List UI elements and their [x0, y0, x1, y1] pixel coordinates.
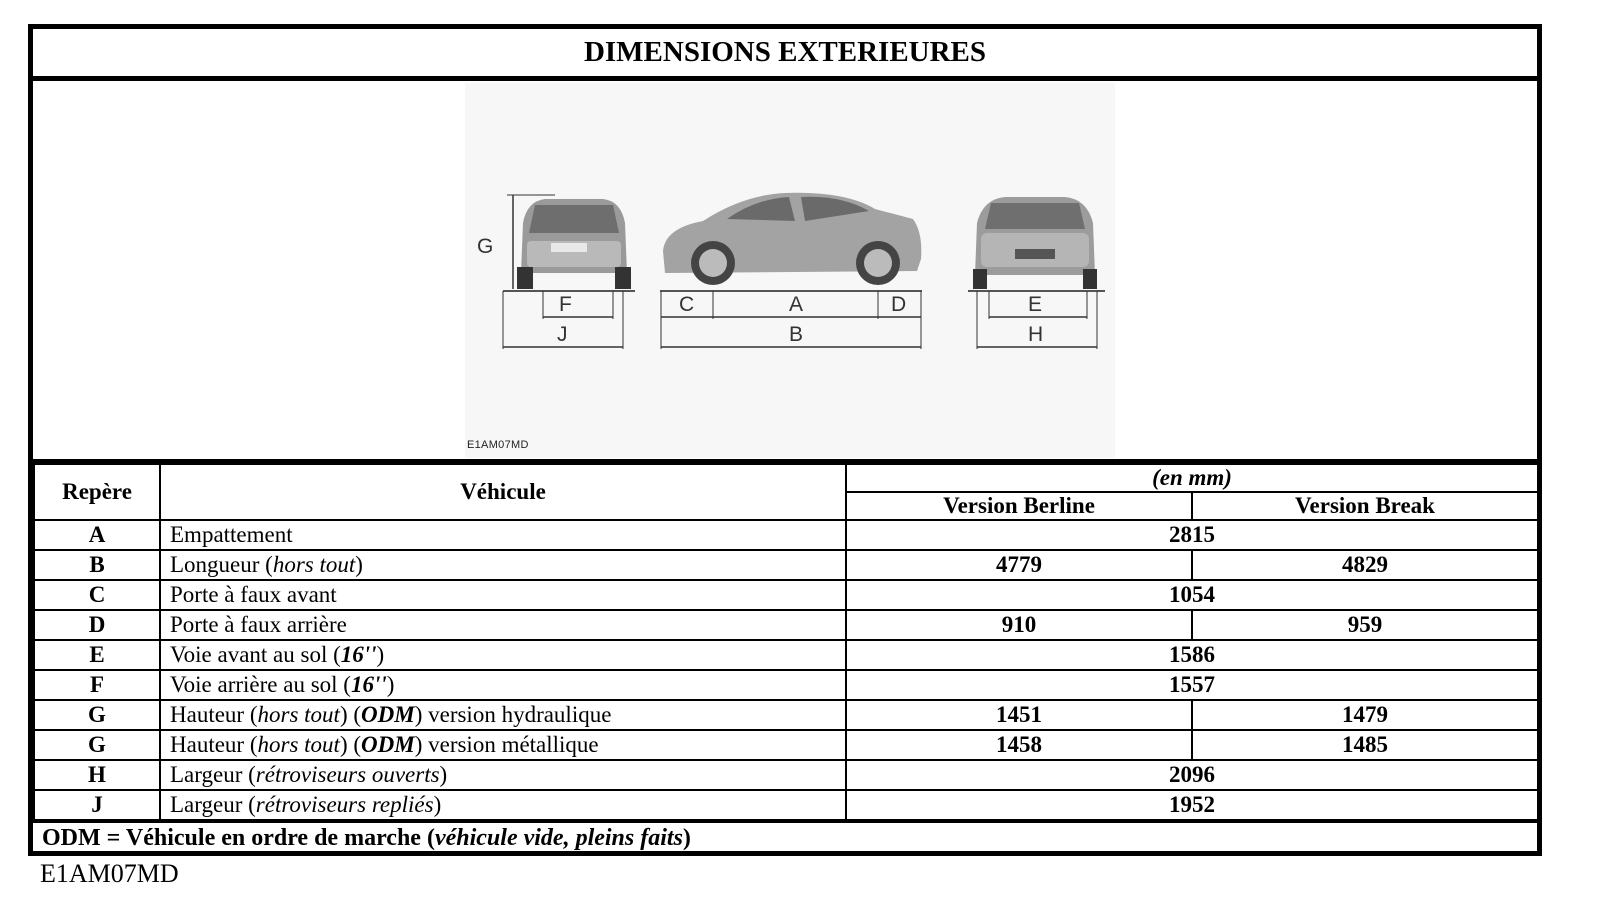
row-label-suffix: ): [433, 792, 442, 817]
row-value-berline: 910: [846, 610, 1192, 640]
label-c: C: [679, 293, 695, 316]
row-value-both: 2815: [846, 520, 1538, 550]
table-row: [34, 760, 1538, 790]
row-value-break: 4829: [1192, 550, 1538, 580]
row-label: Voie arrière au sol (: [170, 672, 351, 697]
row-description: [160, 610, 846, 640]
row-label-italic: 16'': [340, 642, 377, 667]
figure-code: E1AM07MD: [467, 439, 529, 451]
row-repere: D: [34, 610, 160, 640]
table-row: [34, 670, 1538, 700]
row-description: [160, 760, 846, 790]
row-repere: A: [34, 520, 160, 550]
row-repere: C: [34, 580, 160, 610]
page-title: DIMENSIONS EXTERIEURES: [33, 29, 1537, 81]
odm-note: [33, 820, 1537, 851]
row-repere: J: [34, 790, 160, 820]
row-label-italic: hors tout: [257, 702, 340, 727]
table-row: [34, 610, 1538, 640]
row-label-odm: ODM: [361, 702, 415, 727]
row-label-italic: hors tout: [272, 552, 356, 577]
label-h: H: [1028, 323, 1044, 346]
row-label: Largeur (: [170, 792, 256, 817]
row-description: [160, 550, 846, 580]
row-description: [160, 640, 846, 670]
row-value-break: 1479: [1192, 700, 1538, 730]
table-row: [34, 550, 1538, 580]
row-description: [160, 580, 846, 610]
row-label-suffix: ): [386, 672, 395, 697]
table-row: [34, 700, 1538, 730]
row-label-suffix: ): [355, 552, 363, 577]
header-berline: Version Berline: [846, 492, 1192, 520]
header-break: Version Break: [1192, 492, 1538, 520]
table-row: [34, 580, 1538, 610]
note-end: ): [682, 825, 691, 851]
row-label: Empattement: [170, 522, 293, 547]
row-value-break: 959: [1192, 610, 1538, 640]
table-row: [34, 640, 1538, 670]
row-label: Hauteur (: [170, 702, 258, 727]
row-label-suffix: version métallique: [422, 732, 599, 757]
label-b: B: [789, 323, 804, 346]
row-repere: G: [34, 730, 160, 760]
row-label: Largeur (: [170, 762, 256, 787]
row-label-italic: rétroviseurs repliés: [255, 792, 434, 817]
table-row: [34, 790, 1538, 820]
header-repere: Repère: [34, 464, 160, 520]
row-value-both: 1054: [846, 580, 1538, 610]
footer-code: E1AM07MD: [40, 859, 179, 888]
vehicle-diagram: [465, 83, 1115, 458]
row-description: [160, 670, 846, 700]
row-label: Voie avant au sol (: [170, 642, 341, 667]
label-f: F: [559, 293, 572, 316]
row-label-italic: 16'': [350, 672, 387, 697]
dimensions-panel: [28, 24, 1542, 856]
header-vehicule: Véhicule: [160, 464, 846, 520]
row-value-both: 1557: [846, 670, 1538, 700]
row-label: Porte à faux arrière: [170, 612, 347, 637]
row-description: Hauteur (hors tout) (ODM) version hydraulique: [160, 700, 846, 730]
row-value-both: 2096: [846, 760, 1538, 790]
vehicle-dimension-figure: [33, 81, 1537, 463]
row-label-odm: ODM: [361, 732, 415, 757]
row-repere: B: [34, 550, 160, 580]
row-value-berline: 4779: [846, 550, 1192, 580]
row-value-berline: 1458: [846, 730, 1192, 760]
label-g: G: [477, 235, 494, 258]
row-description: [160, 520, 846, 550]
row-value-break: 1485: [1192, 730, 1538, 760]
label-a: A: [789, 293, 804, 316]
row-label: Hauteur (: [170, 732, 258, 757]
label-e: E: [1028, 293, 1043, 316]
row-description: Hauteur (hors tout) (ODM) version métallique: [160, 730, 846, 760]
row-value-both: 1952: [846, 790, 1538, 820]
row-repere: G: [34, 700, 160, 730]
row-label: Porte à faux avant: [170, 582, 337, 607]
row-label-suffix: version hydraulique: [422, 702, 612, 727]
header-unit: (en mm): [846, 464, 1538, 492]
row-repere: H: [34, 760, 160, 790]
label-d: D: [891, 293, 907, 316]
row-description: [160, 790, 846, 820]
row-label: Longueur (: [170, 552, 273, 577]
row-label-italic: hors tout: [257, 732, 340, 757]
note-bold: ODM = Véhicule en ordre de marche (: [42, 825, 435, 851]
table-row: [34, 730, 1538, 760]
row-label-suffix: ): [376, 642, 385, 667]
table-row: [34, 520, 1538, 550]
row-repere: E: [34, 640, 160, 670]
note-italic: véhicule vide, pleins faits: [434, 825, 683, 851]
row-label-suffix: ): [439, 762, 448, 787]
dimensions-table: [33, 463, 1539, 821]
label-j: J: [557, 323, 568, 346]
row-value-both: 1586: [846, 640, 1538, 670]
row-value-berline: 1451: [846, 700, 1192, 730]
row-label-italic: rétroviseurs ouverts: [255, 762, 440, 787]
row-repere: F: [34, 670, 160, 700]
